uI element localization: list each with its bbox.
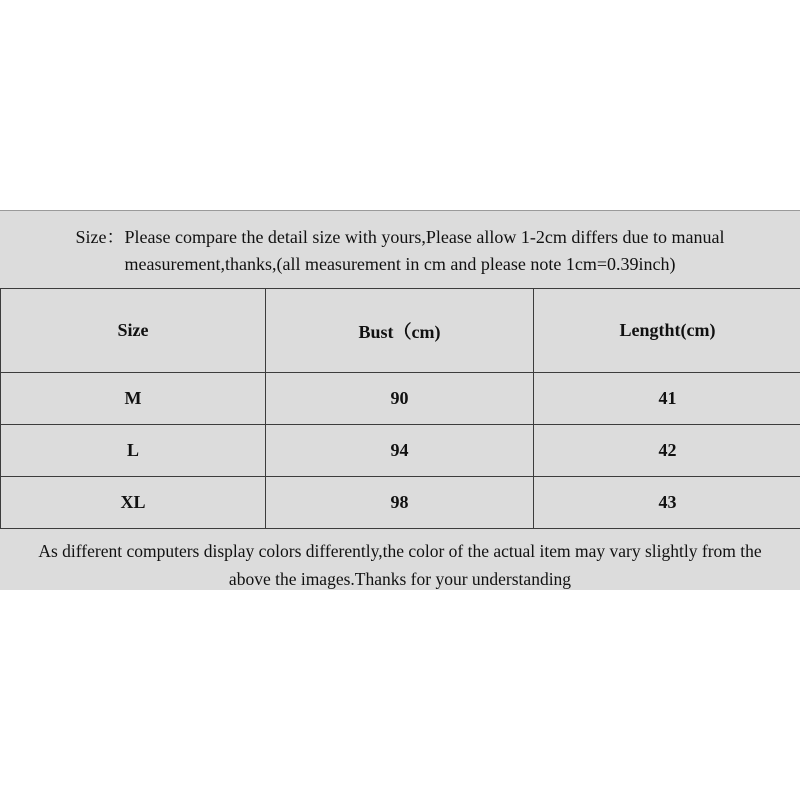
disclaimer-line-1: As different computers display colors differently,the color of the actual item may vary slightly from the (38, 541, 762, 561)
cell-length: 42 (534, 425, 800, 477)
disclaimer-line-2: above the images.Thanks for your understanding (228, 569, 572, 589)
table-row (1, 477, 800, 529)
cell-size: M (1, 373, 266, 425)
cell-bust: 94 (266, 425, 534, 477)
size-table (0, 288, 800, 529)
cell-size: L (1, 425, 266, 477)
header-bust: Bust（cm) (266, 289, 534, 373)
color-disclaimer (0, 530, 800, 590)
table-row (1, 425, 800, 477)
table-row (1, 373, 800, 425)
intro-line-1: Size：Please compare the detail size with yours,Please allow 1-2cm differs due to manual (75, 227, 725, 247)
header-length: Lengtht(cm) (534, 289, 800, 373)
cell-length: 43 (534, 477, 800, 529)
intro-line-2: measurement,thanks,(all measurement in cm and please note 1cm=0.39inch) (124, 254, 676, 274)
cell-bust: 90 (266, 373, 534, 425)
size-chart (0, 210, 800, 590)
cell-size: XL (1, 477, 266, 529)
size-intro (0, 210, 800, 288)
cell-length: 41 (534, 373, 800, 425)
header-size: Size (1, 289, 266, 373)
cell-bust: 98 (266, 477, 534, 529)
table-header-row (1, 289, 800, 373)
